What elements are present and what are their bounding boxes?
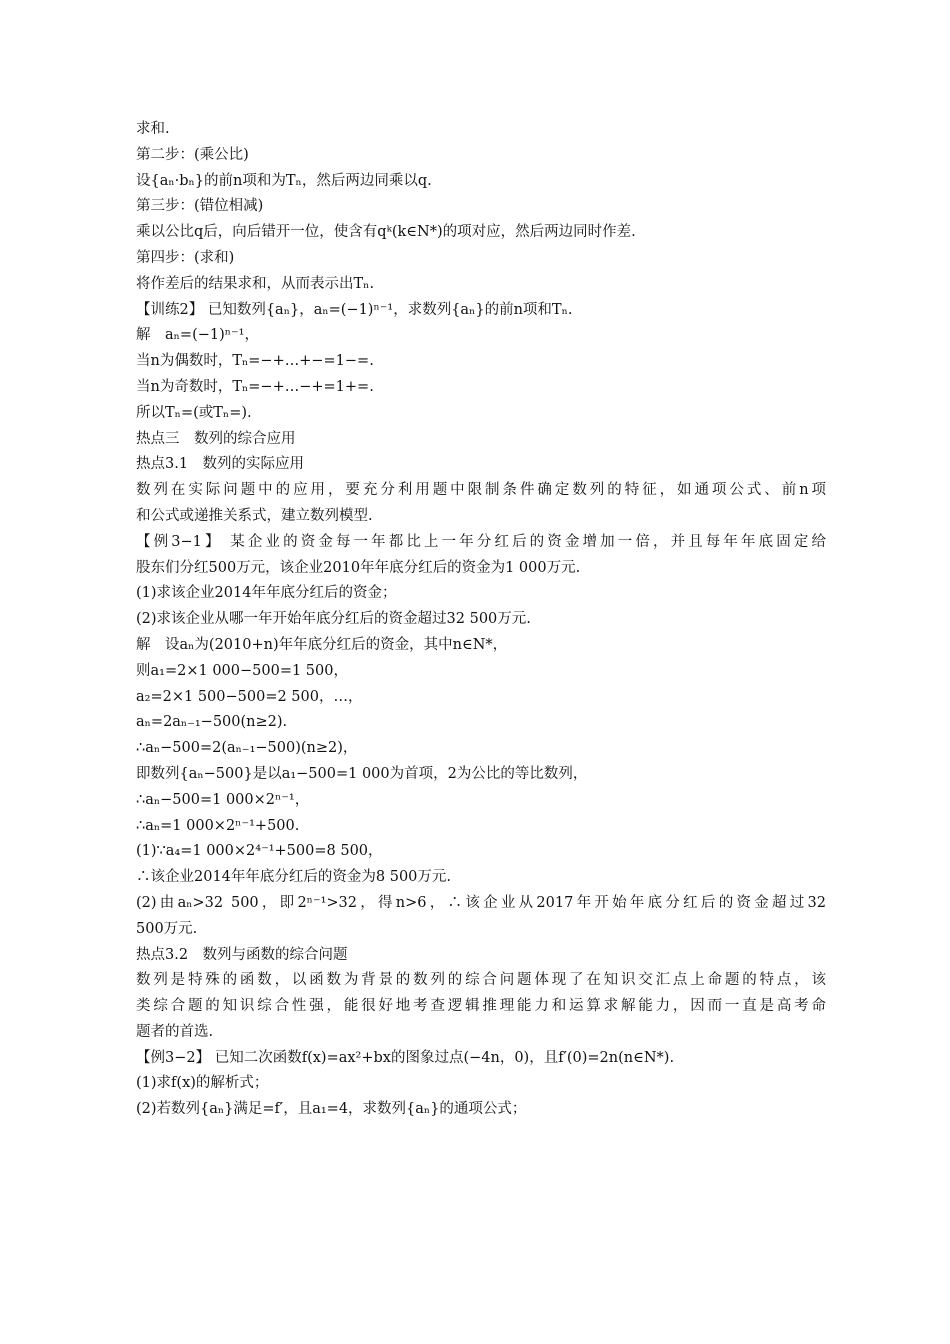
step-heading: 第二步：(乘公比) bbox=[136, 146, 249, 163]
solution-line: 当n为偶数时，Tₙ=−+…+−=1−=. bbox=[136, 353, 374, 370]
solution-line: ∴aₙ−500=1 000×2ⁿ⁻¹， bbox=[136, 791, 310, 808]
question-line: (2)若数列{aₙ}满足=f′，且a₁=4，求数列{aₙ}的通项公式； bbox=[136, 1101, 527, 1118]
paragraph-line: 股东们分红500万元，该企业2010年年底分红后的资金为1 000万元. bbox=[136, 559, 581, 576]
solution-line: 即数列{aₙ−500}是以a₁−500=1 000为首项，2为公比的等比数列， bbox=[136, 765, 588, 782]
question-line: (1)求f(x)的解析式； bbox=[136, 1075, 269, 1092]
example-title: 【例3−2】 已知二次函数f(x)=ax²+bx的图象过点(−4n，0)，且f′(0)=2n(n∈N*). bbox=[136, 1049, 675, 1066]
text-line: 将作差后的结果求和，从而表示出Tₙ. bbox=[136, 275, 375, 292]
solution-line: ∴aₙ=1 000×2ⁿ⁻¹+500. bbox=[136, 817, 300, 834]
paragraph-line: 数列是特殊的函数，以函数为背景的数列的综合问题体现了在知识交汇点上命题的特点，该 bbox=[136, 972, 826, 989]
solution-line: 解 aₙ=(−1)ⁿ⁻¹， bbox=[136, 327, 259, 344]
step-heading: 第四步：(求和) bbox=[136, 249, 235, 266]
example-title: 【例3−1】 某企业的资金每一年都比上一年分红后的资金增加一倍，并且每年年底固定给 bbox=[136, 533, 826, 550]
paragraph-line: 数列在实际问题中的应用，要充分利用题中限制条件确定数列的特征，如通项公式、前n项 bbox=[136, 482, 826, 499]
solution-line: 解 设aₙ为(2010+n)年年底分红后的资金，其中n∈N*， bbox=[136, 636, 508, 653]
solution-line: 所以Tₙ=(或Tₙ=). bbox=[136, 404, 252, 421]
solution-line: (2)由aₙ>32 500，即2ⁿ⁻¹>32，得n>6，∴该企业从2017年开始年底分红后的资金超过32 bbox=[136, 894, 826, 911]
text-line: 设{aₙ·bₙ}的前n项和为Tₙ，然后两边同乘以q. bbox=[136, 172, 432, 189]
solution-line: (1)∵a₄=1 000×2⁴⁻¹+500=8 500， bbox=[136, 843, 383, 860]
text-line: 乘以公比q后，向后错开一位，使含有qᵏ(k∈N*)的项对应，然后两边同时作差. bbox=[136, 224, 636, 241]
solution-line: ∴该企业2014年年底分红后的资金为8 500万元. bbox=[136, 869, 452, 886]
paragraph-line: 和公式或递推关系式，建立数列模型. bbox=[136, 507, 373, 524]
paragraph-line: 题者的首选. bbox=[136, 1023, 214, 1040]
solution-line: ∴aₙ−500=2(aₙ₋₁−500)(n≥2)， bbox=[136, 740, 358, 757]
solution-line: 当n为奇数时，Tₙ=−+…−+=1+=. bbox=[136, 378, 374, 395]
solution-line: 500万元. bbox=[136, 920, 198, 937]
section-heading: 热点三 数列的综合应用 bbox=[136, 430, 296, 447]
subsection-heading: 热点3.2 数列与函数的综合问题 bbox=[136, 946, 348, 963]
paragraph-line: 类综合题的知识综合性强，能很好地考查逻辑推理能力和运算求解能力，因而一直是高考命 bbox=[136, 998, 826, 1015]
exercise-title: 【训练2】 已知数列{aₙ}，aₙ=(−1)ⁿ⁻¹，求数列{aₙ}的前n项和Tₙ. bbox=[136, 301, 573, 318]
step-heading: 第三步：(错位相减) bbox=[136, 198, 264, 215]
question-line: (1)求该企业2014年年底分红后的资金； bbox=[136, 585, 397, 602]
question-line: (2)求该企业从哪一年开始年底分红后的资金超过32 500万元. bbox=[136, 611, 531, 628]
text-line: 求和. bbox=[136, 121, 170, 137]
solution-line: aₙ=2aₙ₋₁−500(n≥2). bbox=[136, 714, 288, 731]
solution-line: a₂=2×1 500−500=2 500，…， bbox=[136, 688, 363, 705]
solution-line: 则a₁=2×1 000−500=1 500， bbox=[136, 662, 348, 679]
subsection-heading: 热点3.1 数列的实际应用 bbox=[136, 456, 305, 473]
document-body bbox=[136, 117, 826, 1123]
